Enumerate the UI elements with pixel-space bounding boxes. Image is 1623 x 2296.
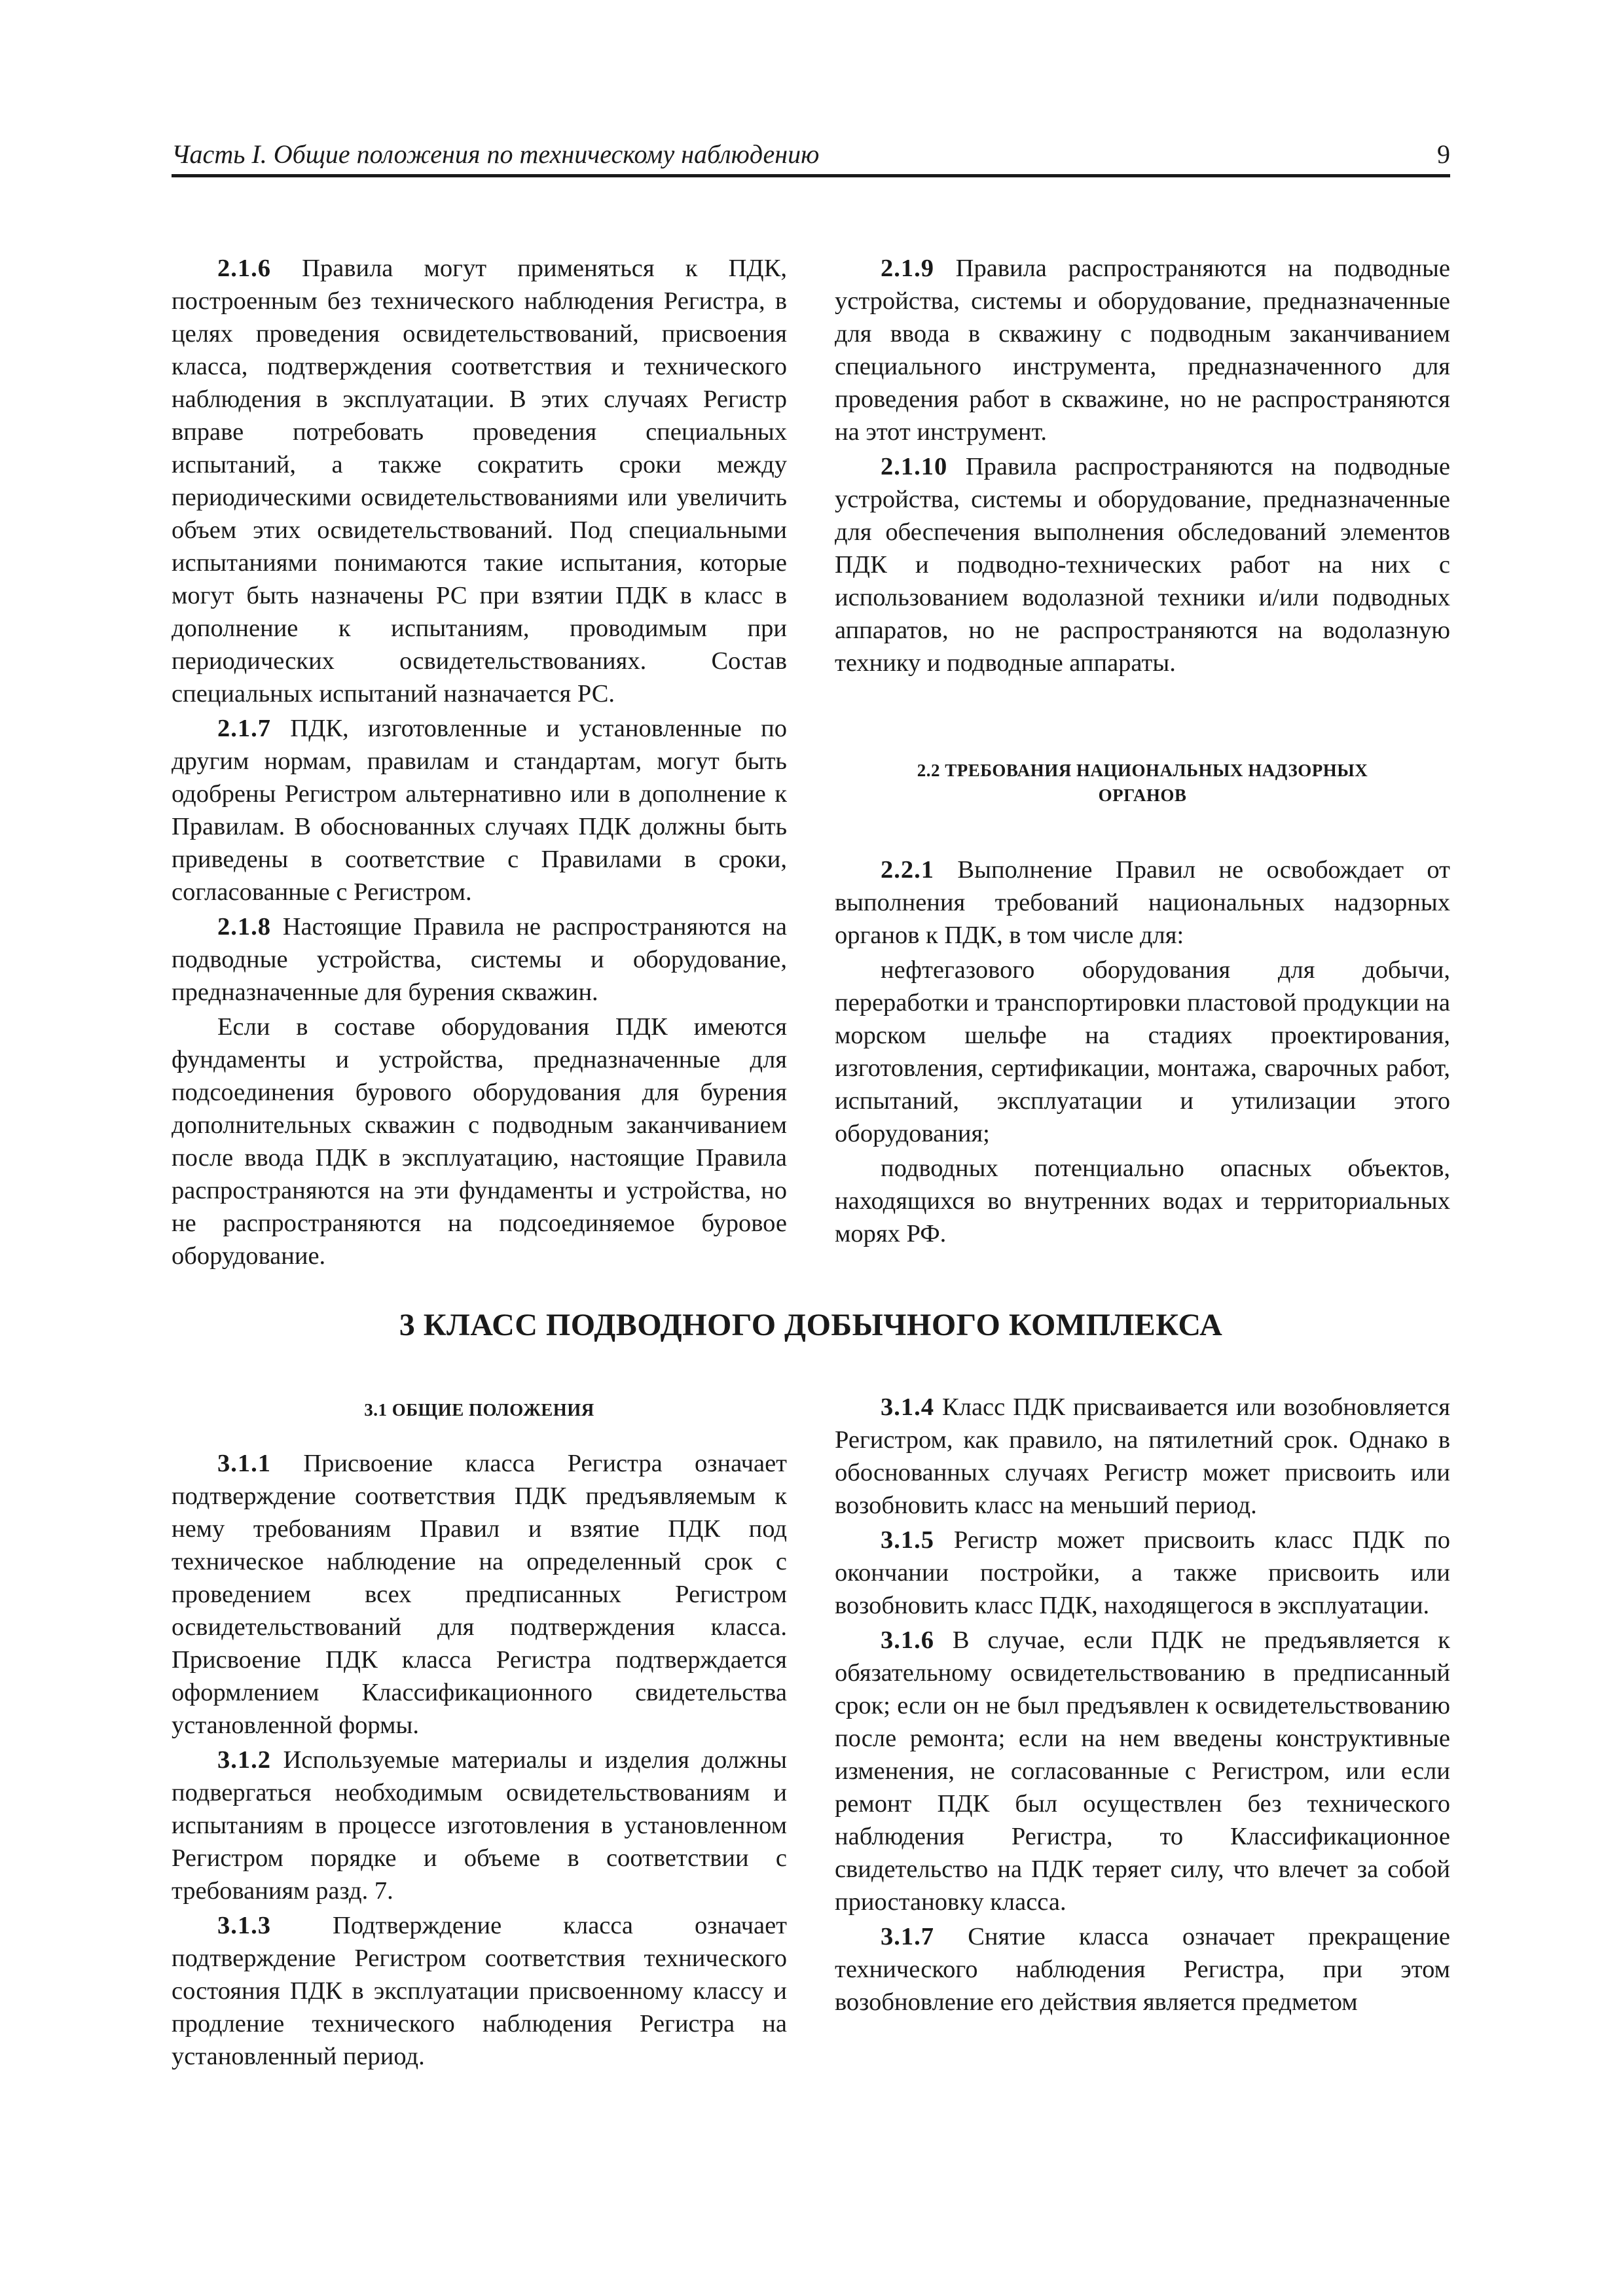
paragraph-text: Используемые материалы и изделия должны подвергаться необходимым освидетельствованиям и испытаниям в процессе изготовления в установленном Регистром порядке и объеме в соответствии с требованиям разд. 7. <box>172 1746 788 1905</box>
paragraph-2-1-9 <box>835 252 1450 448</box>
clause-number: 3.1.2 <box>217 1746 271 1774</box>
paragraph-2-1-8 <box>172 910 787 1009</box>
clause-number: 3.1.3 <box>217 1912 271 1939</box>
paragraph-2-1-6 <box>172 252 787 710</box>
chapter-title: 3 КЛАСС ПОДВОДНОГО ДОБЫЧНОГО КОМПЛЕКСА <box>399 1308 1223 1342</box>
clause-number: 2.1.6 <box>217 255 271 282</box>
list-item-oil-gas-equipment: нефтегазового оборудования для добычи, переработки и транспортировки пластовой продукции на морском шельфе на стадиях проектирования, изготовления, сертификации, монтажа, сварочных работ, испытаний, эксплуатации и утилизации этого оборудования; <box>835 956 1450 1147</box>
paragraph-text: Снятие класса означает прекращение технического наблюдения Регистра, при этом возобновление его действия является предметом <box>835 1923 1451 2016</box>
section-heading-2-2 <box>835 758 1450 808</box>
paragraph-text: Подтверждение класса означает подтверждение Регистром соответствия технического состояния ПДК в эксплуатации присвоенному классу и продление технического наблюдения Регистра на установленный период. <box>172 1912 788 2070</box>
section-heading-line: 2.2 ТРЕБОВАНИЯ НАЦИОНАЛЬНЫХ НАДЗОРНЫХ <box>917 761 1368 780</box>
paragraph-3-1-5 <box>835 1524 1450 1622</box>
running-header <box>172 137 1450 177</box>
clause-number: 3.1.6 <box>881 1626 934 1654</box>
section-2-left-column <box>172 252 787 1274</box>
clause-number: 2.2.1 <box>881 856 934 884</box>
paragraph-text: В случае, если ПДК не предъявляется к обязательному освидетельствованию в предписанный срок; если он не был предъявлен к освидетельствованию после ремонта; если на нем введены конструктивные изменения, не согласованные с Регистром, или если ремонт ПДК был осуществлен без технического наблюдения Регистра, то Классификационное свидетельство на ПДК теряет силу, что влечет за собой приостановку класса. <box>835 1626 1450 1916</box>
paragraph-3-1-3 <box>172 1909 787 2073</box>
paragraph-text: Правила распространяются на подводные устройства, системы и оборудование, предназначенные для ввода в скважину с подводным заканчиванием специального инструмента, предназначенного для проведения работ в скважине, но не распространяются на этот инструмент. <box>835 255 1450 446</box>
section-heading-3-1: 3.1 ОБЩИЕ ПОЛОЖЕНИЯ <box>364 1400 594 1420</box>
list-item-hazardous-objects: подводных потенциально опасных объектов, находящихся во внутренних водах и территориальных морях РФ. <box>835 1155 1450 1247</box>
paragraph-text: Выполнение Правил не освобождает от выполнения требований национальных надзорных органов к ПДК, в том числе для: <box>835 856 1450 949</box>
page-number: 9 <box>1437 139 1450 169</box>
section-2-right-column <box>835 252 1450 1252</box>
clause-number: 2.1.8 <box>217 913 271 941</box>
paragraph-text: Присвоение класса Регистра означает подтверждение соответствия ПДК предъявляемым к нему требованиям Правил и взятие ПДК под техническое наблюдение на определенный срок с проведением всех предписанных Регистром освидетельствований для подтверждения класса. Присвоение ПДК класса Регистра подтверждается оформлением Классификационного свидетельства установленной формы. <box>172 1450 787 1739</box>
clause-number: 3.1.1 <box>217 1450 271 1477</box>
running-header-title: Часть I. Общие положения по техническому наблюдению <box>172 139 820 169</box>
paragraph-text: Правила распространяются на подводные устройства, системы и оборудование, предназначенные для обеспечения выполнения обследований элементов ПДК и подводно-технических работ на них с использованием водолазной техники и/или подводных аппаратов, но не распространяются на водолазную технику и подводные аппараты. <box>835 453 1450 677</box>
section-heading-line: ОРГАНОВ <box>1098 785 1187 805</box>
paragraph-3-1-4 <box>835 1391 1450 1522</box>
paragraph-text: Регистр может присвоить класс ПДК по окончании постройки, а также присвоить или возобновить класс ПДК, находящегося в эксплуатации. <box>835 1526 1450 1619</box>
chapter-3-right-column <box>835 1391 1450 2020</box>
paragraph-text: ПДК, изготовленные и установленные по другим нормам, правилам и стандартам, могут быть одобрены Регистром альтернативно или в дополнение к Правилам. В обоснованных случаях ПДК должны быть приведены в соответствие с Правилами в сроки, согласованные с Регистром. <box>172 715 788 906</box>
paragraph-2-1-10 <box>835 450 1450 679</box>
paragraph-text: Правила могут применяться к ПДК, построенным без технического наблюдения Регистра, в целях проведения освидетельствований, присвоения класса, подтверждения соответствия и технического наблюдения в эксплуатации. В этих случаях Регистр вправе потребовать проведения специальных испытаний, а также сократить сроки между периодическими освидетельствованиями или увеличить объем этих освидетельствований. Под специальными испытаниями понимаются такие испытания, которые могут быть назначены РС при взятии ПДК в класс в дополнение к испытаниям, проводимым при периодических освидетельствованиях. Состав специальных испытаний назначается РС. <box>172 255 787 708</box>
chapter-3-left-column <box>172 1391 787 2075</box>
paragraph-2-1-7 <box>172 712 787 908</box>
paragraph-3-1-6 <box>835 1624 1450 1918</box>
paragraph-text: Настоящие Правила не распространяются на подводные устройства, системы и оборудование, предназначенные для бурения скважин. <box>172 913 787 1006</box>
clause-number: 3.1.7 <box>881 1923 934 1950</box>
paragraph-2-1-8-continuation: Если в составе оборудования ПДК имеются фундаменты и устройства, предназначенные для подсоединения бурового оборудования для бурения дополнительных скважин с подводным заканчиванием после ввода ПДК в эксплуатацию, настоящие Правила распространяются на эти фундаменты и устройства, но не распространяются на подсоединяемое буровое оборудование. <box>172 1013 787 1270</box>
clause-number: 3.1.4 <box>881 1393 934 1421</box>
paragraph-3-1-7 <box>835 1920 1450 2018</box>
paragraph-2-2-1 <box>835 853 1450 952</box>
clause-number: 2.1.10 <box>881 453 948 480</box>
paragraph-text: Класс ПДК присваивается или возобновляется Регистром, как правило, на пятилетний срок. Однако в обоснованных случаях Регистр может присвоить или возобновить класс на меньший период. <box>835 1393 1450 1519</box>
paragraph-3-1-1 <box>172 1447 787 1742</box>
clause-number: 2.1.7 <box>217 715 271 742</box>
clause-number: 2.1.9 <box>881 255 934 282</box>
paragraph-3-1-2 <box>172 1744 787 1907</box>
clause-number: 3.1.5 <box>881 1526 934 1554</box>
